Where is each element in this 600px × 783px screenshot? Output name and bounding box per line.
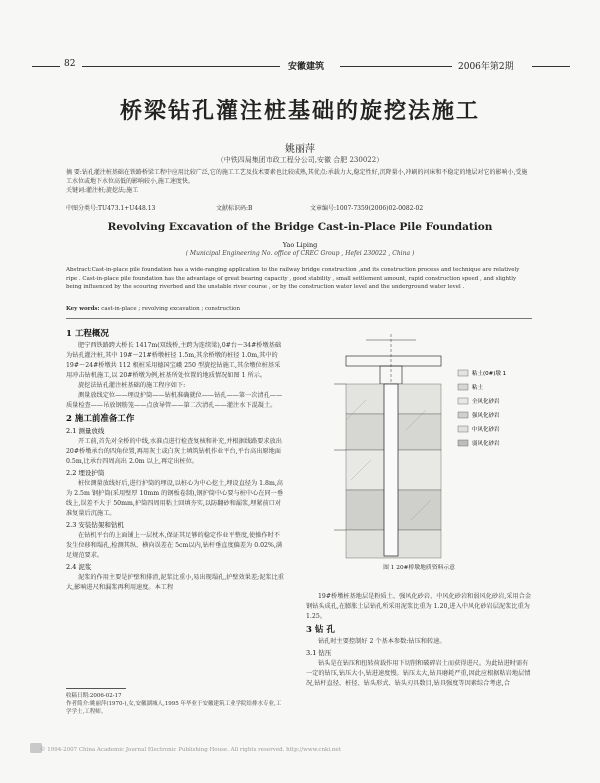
legend-label: 粘土(0#)墩 1 bbox=[472, 371, 507, 377]
author-en: Yao Liping bbox=[282, 241, 318, 249]
title-cn: 桥梁钻孔灌注桩基础的旋挖法施工 bbox=[119, 98, 480, 124]
section-2-1-title: 2.1 测量放线 bbox=[66, 427, 105, 435]
author-cn: 姚丽萍 bbox=[285, 144, 315, 155]
right-column bbox=[306, 592, 532, 689]
page-number: 82 bbox=[64, 59, 76, 69]
section-2-2-para: 桩位测量放线好后,进行护筒的埋设,以桩心为中心挖土,埋设直径为 1.8m,高为 2.5m 钢护筒(采用壁厚 10mm 的钢板卷制),钢护筒中心要与桩中心在同一垂线上,误差不大于 50mm,护筒四周用粘土回填夯实,以防翻砂和漏浆,埋紧前口对准复量后沉施工。 bbox=[66, 480, 284, 517]
section-2-1-para: 开工前,首先对全桥的中线,水准点进行检查复核和补充,并根据线路要求放出 20#桥墩承台的四角位置,再用灰土或白灰土填筑钻机作业平台,平台高出原地面 0.5m,比承台四周高出 2.0m 以上,再定出桩位。 bbox=[66, 438, 282, 465]
copyright-line: © 1994-2007 China Academic Journal Electronic Publishing House. All rights reserved. http://www.cnki.net bbox=[40, 747, 341, 753]
author-bio: 作者简介:姚丽萍(1970-),女,安徽湖城人,1995 年毕业于安徽建筑工业学院给排水专业,工学学士,工程师。 bbox=[66, 701, 282, 715]
keywords-en bbox=[66, 306, 532, 312]
affiliation-en: ( Municipal Engineering No. office of CREC Group , Hefei 230022 , China ) bbox=[185, 250, 415, 257]
figure-1 bbox=[306, 330, 532, 560]
section-2-3-title: 2.3 安装钻架和钻机 bbox=[66, 521, 124, 529]
left-column bbox=[66, 326, 286, 593]
abstract-cn-text: 摘 要:钻孔灌注桩基础在铁路桥梁工程中应用比较广泛,它的施工工艺及技术要素也比较成熟,其优点:承载力大,稳定性好,沉降量小,冲刷的河床和不稳定的地层对它的影响小,受施工水位或地下水位高低的影响较小,施工速度快。 bbox=[66, 169, 528, 185]
header-rule-right bbox=[532, 66, 570, 67]
abstract-en: Abstract:Cast-in-place pile foundation has a wide-ranging application to the railway bridge construction ,and its construction process and technique are relatively ripe . Cast-in-place pile foundation has the advantage of great bearing capacity , good stability , small settlement amount, rapid construction speed , and slightly being influenced by the scouring riverbed and the unstable river course , or by the construction water level and the underground water level . bbox=[66, 267, 520, 290]
affiliation-cn: （中铁四局集团市政工程分公司,安徽 合肥 230022） bbox=[216, 156, 384, 164]
section-2-3-para: 在钻机平台的上面铺上一层枕木,保证其足够的稳定作业平整度,使操作时不发生位移和塌孔,检测其纵、横向误差在 5cm以内,钻杆垂直度偏差为 0.02%,满足规范要求。 bbox=[66, 532, 283, 559]
issue-label: 2006年第2期 bbox=[458, 62, 514, 72]
doc-code: 文献标识码:B bbox=[216, 205, 253, 212]
header-rule-left bbox=[32, 66, 60, 67]
section-1-para-3: 测量放线定位——埋设护筒——钻机准确就位——钻孔——第一次清孔——质量检查——吊放钢筋笼——点放导管——第二次清孔——灌注水下混凝土。 bbox=[66, 392, 283, 409]
keywords-cn: 关键词:灌注桩;旋挖法;施工 bbox=[66, 187, 139, 194]
keywords-en-label: Key words: bbox=[66, 306, 100, 312]
legend-label: 粘土 bbox=[472, 385, 484, 391]
section-2-2-title: 2.2 埋设护筒 bbox=[66, 469, 105, 477]
header-rule-mid-left bbox=[82, 66, 280, 67]
figure-caption: 图 1 20#桥墩地质资料示意 bbox=[383, 565, 455, 571]
section-3-1-title: 3.1 钻压 bbox=[306, 649, 332, 657]
legend-label: 中风化砂岩 bbox=[472, 427, 500, 433]
section-3-title: 3 钻 孔 bbox=[306, 625, 335, 635]
section-divider bbox=[66, 318, 532, 319]
borehole-diagram bbox=[306, 330, 532, 560]
section-2-title: 2 施工前准备工作 bbox=[66, 414, 135, 424]
footnote-rule bbox=[66, 688, 126, 689]
article-number: 文章编号:1007-7359(2006)02-0082-02 bbox=[310, 205, 424, 212]
legend-label: 强风化砂岩 bbox=[472, 413, 500, 419]
section-1-title: 1 工程概况 bbox=[66, 329, 109, 339]
figure-legend bbox=[458, 369, 506, 447]
received-date: 收稿日期:2006-02-17 bbox=[66, 693, 122, 699]
journal-name: 安徽建筑 bbox=[288, 62, 325, 72]
header-rule-mid-right bbox=[340, 66, 452, 67]
section-3-para: 钻孔时主要控制好 2 个基本参数:钻压和转速。 bbox=[318, 638, 446, 645]
keywords-en-text: cast-in-place ; revolving excavation ; construction bbox=[99, 306, 241, 312]
clc-code: 中图分类号:TU473.1+U448.13 bbox=[66, 205, 156, 212]
section-2-4-title: 2.4 泥浆 bbox=[66, 563, 92, 571]
section-3-1-para: 钻头是在钻压和扭转荷载作用下切削和破碎岩土而获得进尺。为此钻进时需有一定的钻压,钻压大小,钻进速度慢。钻压太大,钻具磨耗严重,因此应根据粘岩地层情况,钻杆直径、桩径、钻头形式、钻头刃具数目,钻具强度等因素综合考虑,合 bbox=[306, 660, 531, 687]
legend-label: 弱风化砂岩 bbox=[472, 441, 500, 447]
section-1-para-2: 旋挖法钻孔灌注桩基础的施工程序如下: bbox=[78, 382, 186, 389]
right-para-1: 19#桥墩桩基地层是粉质土、强风化砂岩、中风化砂岩和弱风化砂岩,采用合金钢钻头成孔,在膨胀土层钻孔所采用泥浆比重为 1.20,进入中风化砂岩层泥浆比重为 1.25。 bbox=[306, 593, 532, 620]
abstract-cn bbox=[66, 168, 532, 195]
legend-label: 全风化砂岩 bbox=[472, 399, 500, 405]
title-en: Revolving Excavation of the Bridge Cast-in-Place Pile Foundation bbox=[107, 221, 493, 233]
footnote bbox=[66, 692, 286, 716]
section-2-4-para: 泥浆的作用主要是护壁和排渣,泥浆比重小,易出现塌孔,护壁效果差;泥浆比重大,影响进尺和漏浆再利用速度。本工程 bbox=[66, 574, 284, 591]
section-1-para-1: 肥宁西铁路跨大桥长 1417m(双线桥,主跨为连续梁),0#台～34#桥墩基础为钻孔灌注桩,其中 19#～21#桥墩桩径 1.5m,其余桥墩的桩径 1.0m,其中的 19#～24#桥墩共 112 根桩采用德国宝峨 250 型旋挖钻施工,其余墩位桩基采用冲击钻机施工,以 20#桥墩为例,桩基所处位置的地质情况如图 1 所示。 bbox=[66, 342, 282, 379]
